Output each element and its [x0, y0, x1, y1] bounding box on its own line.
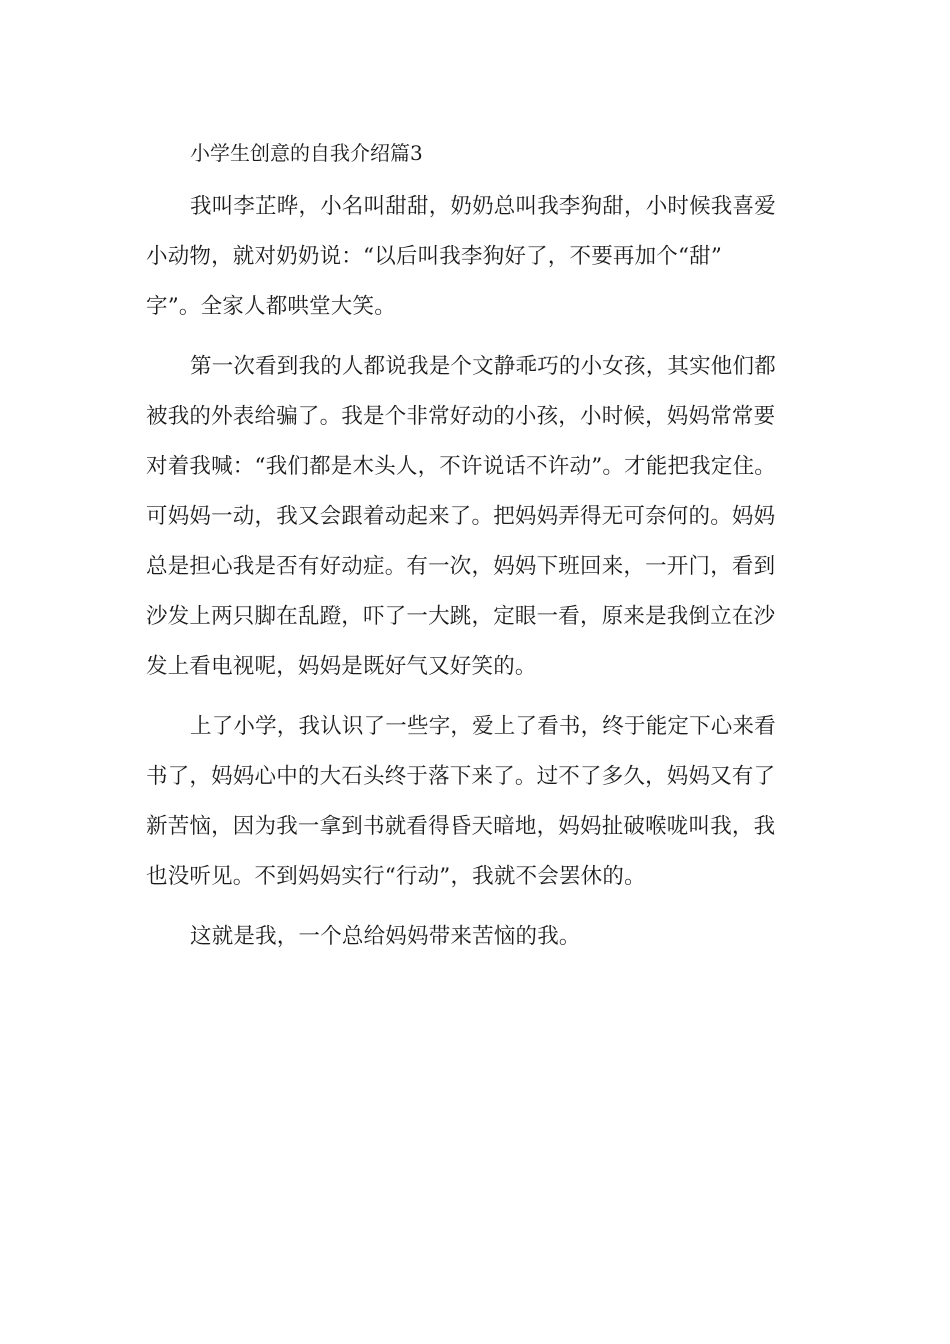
paragraph-line: 也没听见。不到妈妈实行“行动”，我就不会罢休的。 — [146, 864, 646, 889]
paragraph-1 — [146, 182, 824, 332]
paragraph-2 — [146, 342, 824, 692]
paragraph-line: 新苦恼，因为我一拿到书就看得昏天暗地，妈妈扯破喉咙叫我，我 — [146, 814, 776, 839]
document-title: 小学生创意的自我介绍篇3 — [190, 141, 423, 165]
paragraph-line: 被我的外表给骗了。我是个非常好动的小孩，小时候，妈妈常常要 — [146, 404, 776, 429]
paragraph-line: 总是担心我是否有好动症。有一次，妈妈下班回来，一开门，看到 — [146, 554, 776, 579]
paragraph-line: 对着我喊：“我们都是木头人，不许说话不许动”。才能把我定住。 — [146, 454, 776, 479]
paragraph-3 — [146, 702, 824, 902]
paragraph-line: 发上看电视呢，妈妈是既好气又好笑的。 — [146, 654, 537, 679]
paragraph-4 — [146, 912, 824, 962]
paragraph-line: 第一次看到我的人都说我是个文静乖巧的小女孩，其实他们都 — [190, 354, 776, 379]
paragraph-line: 书了，妈妈心中的大石头终于落下来了。过不了多久，妈妈又有了 — [146, 764, 776, 789]
paragraph-line: 可妈妈一动，我又会跟着动起来了。把妈妈弄得无可奈何的。妈妈 — [146, 504, 776, 529]
paragraph-line: 沙发上两只脚在乱蹬，吓了一大跳，定眼一看，原来是我倒立在沙 — [146, 604, 776, 629]
paragraph-line: 我叫李芷晔，小名叫甜甜，奶奶总叫我李狗甜，小时候我喜爱 — [190, 194, 776, 219]
paragraph-line: 上了小学，我认识了一些字，爱上了看书，终于能定下心来看 — [190, 714, 776, 739]
paragraph-line: 这就是我，一个总给妈妈带来苦恼的我。 — [190, 924, 581, 949]
paragraph-line: 字”。全家人都哄堂大笑。 — [146, 294, 396, 319]
paragraph-line: 小动物，就对奶奶说：“以后叫我李狗好了，不要再加个“甜” — [146, 244, 723, 269]
document-body — [146, 134, 824, 972]
